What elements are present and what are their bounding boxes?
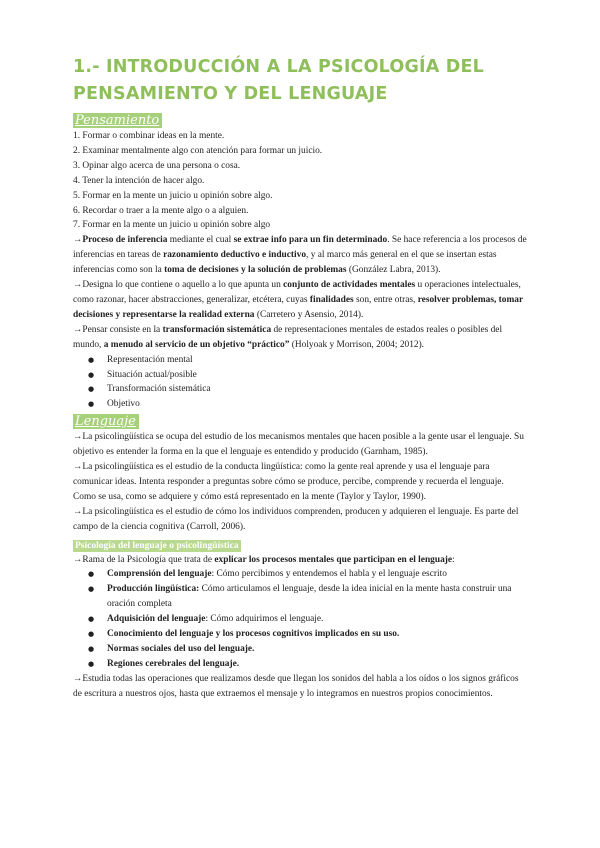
text-run: (Carretero y Asensio, 2014). (254, 309, 364, 320)
bold-term: Regiones cerebrales del lenguaje. (107, 658, 240, 669)
definition-item: 3. Opinar algo acerca de una persona o cosa. (73, 160, 241, 171)
pensamiento-bullets (73, 353, 527, 413)
lenguaje-paragraph-4 (73, 553, 527, 568)
lenguaje-paragraph-2: →La psicolingüística es el estudio de la conducta lingüística: como la gente real aprende y usa el lenguaje para comunicar ideas. Intenta responder a preguntas sobre cómo se produce, percibe, comprende y recuerda el lenguaje. Como se usa, como se adquiere y cómo está representado en la mente (Taylor y Taylor, 1990). (73, 462, 504, 502)
text-run: : (452, 554, 455, 565)
text-run: Rama de la Psicología que trata de (82, 554, 215, 565)
text-run: . Se hace referencia a los procesos de inferencias en tareas de (73, 235, 527, 261)
title-line-1: 1.- INTRODUCCIÓN A LA PSICOLOGÍA DEL (73, 57, 485, 77)
text-run: Designa lo que contiene o aquello a lo que apunta un (82, 280, 284, 291)
list-item (73, 567, 527, 582)
page-title (73, 54, 527, 108)
bold-term: Comprensión del lenguaje (107, 569, 212, 580)
bold-term: Conocimiento del lenguaje y los procesos cognitivos implicados en su uso. (107, 629, 400, 640)
bold-term: se extrae info para un fin determinado (233, 235, 388, 246)
section-heading-pensamiento: Pensamiento (73, 113, 162, 128)
list-item: ● Situación actual/posible (73, 368, 527, 383)
bold-term: finalidades (309, 294, 354, 305)
definition-item: 1. Formar o combinar ideas en la mente. (73, 131, 225, 141)
section-heading-lenguaje: Lenguaje (73, 414, 139, 429)
list-item: ● Objetivo (73, 397, 527, 412)
lenguaje-paragraph-5: →Estudia todas las operaciones que realizamos desde que llegan los sonidos del habla a los oídos o los signos gráficos de escritura a nuestros ojos, hasta que extraemos el mensaje y lo integramos en nuestros propios conocimientos. (73, 673, 519, 699)
definition-item: 6. Recordar o traer a la mente algo o a alguien. (73, 205, 249, 216)
text-run: (Holyoak y Morrison, 2004; 2012). (289, 339, 425, 350)
text-run: : Cómo adquirimos el lenguaje. (205, 614, 324, 625)
lenguaje-bullets (73, 567, 527, 671)
bold-term: Adquisición del lenguaje (107, 614, 206, 625)
list-item: ● Representación mental (73, 353, 527, 368)
definition-item: 5. Formar en la mente un juicio u opinión sobre algo. (73, 190, 273, 201)
list-item: ● Transformación sistemática (73, 382, 527, 397)
bold-term: razonamiento deductivo e inductivo (163, 250, 307, 261)
title-line-2: PENSAMIENTO Y DEL LENGUAJE (73, 84, 388, 104)
text-run: son, entre otras, (353, 294, 418, 305)
bold-term: transformación sistemática (162, 324, 272, 335)
list-item (73, 582, 527, 612)
definition-item: 4. Tener la intención de hacer algo. (73, 175, 205, 186)
list-item (73, 657, 527, 672)
text-run: : Cómo percibimos y entendemos el habla y el lenguaje escrito (211, 569, 447, 580)
bold-term: Proceso de inferencia (82, 235, 168, 246)
arrow: → (73, 280, 83, 291)
document-content (73, 54, 527, 702)
bold-term: toma de decisiones y la solución de problemas (164, 265, 347, 276)
list-item (73, 642, 527, 657)
text-run: de representaciones mentales de estados reales o posibles del mundo, (73, 324, 503, 350)
bold-term: Producción lingüística: (107, 584, 200, 595)
pensamiento-paragraph-2 (73, 278, 527, 323)
text-run: mediante el cual (167, 235, 234, 246)
pensamiento-paragraph-1 (73, 233, 527, 278)
subheading-psicolinguistica: Psicología del lenguaje o psicolingüística (75, 540, 239, 551)
pensamiento-paragraph-3 (73, 323, 527, 353)
bold-term: resolver problemas, tomar decisiones y representarse la realidad externa (73, 294, 523, 320)
bold-term: Normas sociales del uso del lenguaje. (107, 644, 255, 654)
definitions-list (73, 129, 527, 233)
lenguaje-paragraph-3: →La psicolingüística es el estudio de cómo los individuos comprenden, producen y adquieren el lenguaje. Es parte del campo de la ciencia cognitiva (Carroll, 2006). (73, 506, 519, 532)
list-item (73, 627, 527, 642)
lenguaje-paragraph-1: →La psicolingüística se ocupa del estudio de los mecanismos mentales que hacen posible a la gente usar el lenguaje. Su objetivo es entender la forma en la que el lenguaje es entendido y producido (Garnham, 1985). (73, 432, 524, 458)
definition-item: 2. Examinar mentalmente algo con atención para formar un juicio. (73, 145, 323, 156)
bold-term: explicar los procesos mentales que participan en el lenguaje (214, 554, 453, 565)
definition-item: 7. Formar en la mente un juicio u opinión sobre algo (73, 220, 271, 231)
text-run: Cómo articulamos el lenguaje, desde la idea inicial en la mente hasta construir una oración completa (107, 584, 512, 610)
arrow: → (73, 324, 83, 335)
list-item (73, 612, 527, 627)
text-run: Pensar consiste en la (82, 324, 163, 335)
text-run: u operaciones intelectuales, como razonar, hacer abstracciones, generalizar, etcétera, cuyas (73, 280, 521, 305)
arrow: → (73, 554, 83, 565)
bold-term: conjunto de actividades mentales (283, 280, 416, 291)
bold-term: a menudo al servicio de un objetivo “práctico” (103, 339, 290, 350)
text-run: (González Labra, 2013). (346, 265, 441, 276)
text-run: , y al marco más general en el que se insertan estas inferencias como son la (73, 250, 497, 276)
arrow: → (73, 235, 83, 246)
